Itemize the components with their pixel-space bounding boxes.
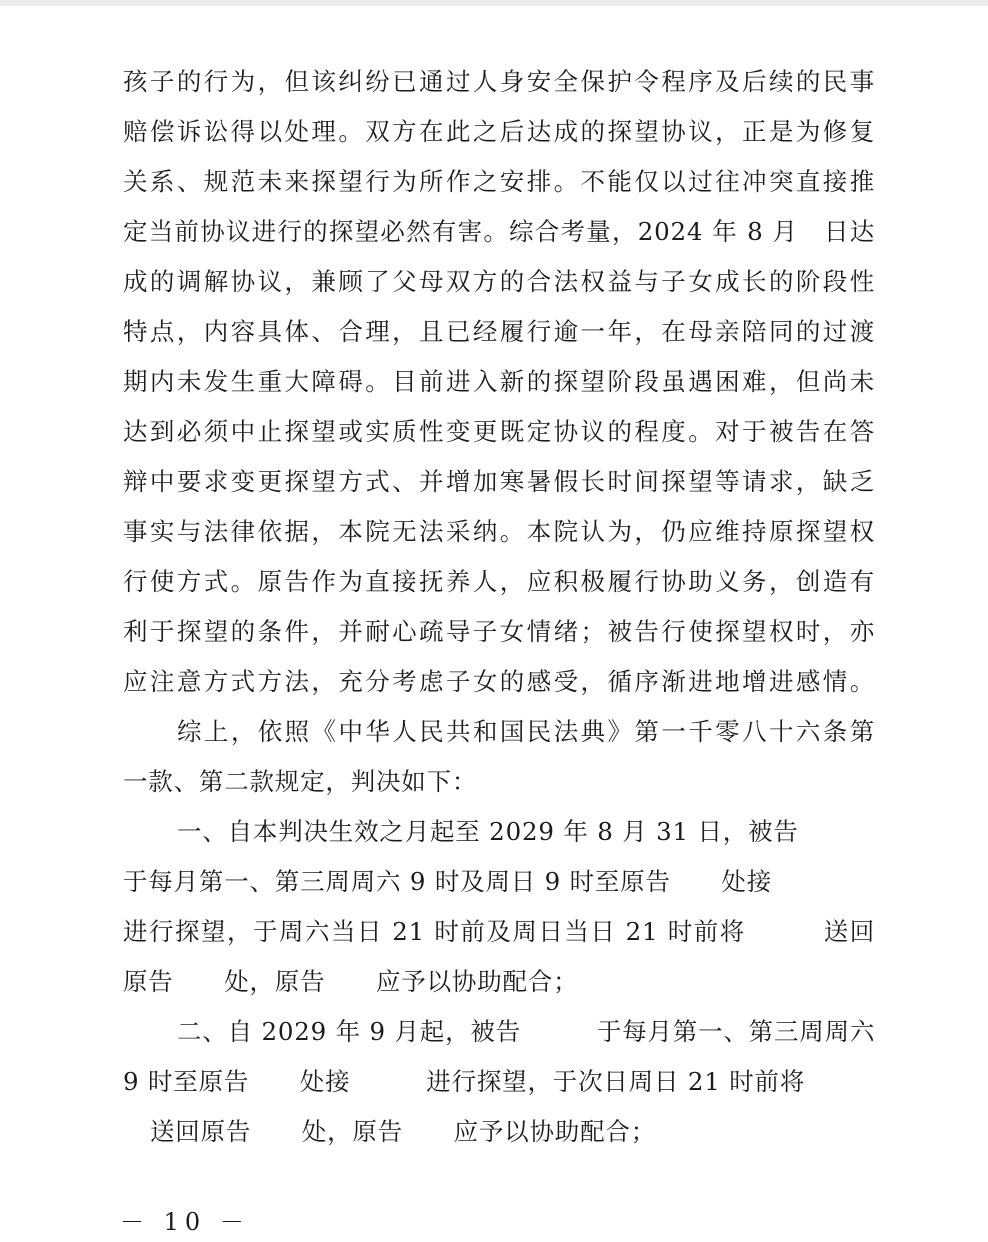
text-line: 成的调解协议，兼顾了父母双方的合法权益与子女成长的阶段性 (123, 267, 875, 296)
text-line: 辩中要求变更探望方式、并增加寒暑假长时间探望等请求，缺乏 (123, 467, 875, 496)
text-line: 达到必须中止探望或实质性变更既定协议的程度。对于被告在答 (123, 417, 875, 446)
text-line: 孩子的行为，但该纠纷已通过人身安全保护令程序及后续的民事 (123, 67, 875, 96)
text-line: 二、自 2029 年 9 月起，被告 于每月第一、第三周周六 (177, 1017, 875, 1046)
text-line: 综上，依照《中华人民共和国民法典》第一千零八十六条第 (177, 717, 875, 746)
text-line: 应注意方式方法，充分考虑子女的感受，循序渐进地增进感情。 (123, 667, 875, 696)
text-line: 关系、规范未来探望行为所作之安排。不能仅以过往冲突直接推 (123, 167, 875, 196)
text-line: 特点，内容具体、合理，且已经履行逾一年，在母亲陪同的过渡 (123, 317, 875, 346)
text-line: 进行探望，于周六当日 21 时前及周日当日 21 时前将 送回 (123, 917, 875, 946)
text-line: 送回原告 处，原告 应予以协助配合； (150, 1117, 656, 1146)
text-line: 利于探望的条件，并耐心疏导子女情绪；被告行使探望权时，亦 (123, 617, 875, 646)
text-line: 一、自本判决生效之月起至 2029 年 8 月 31 日，被告 (177, 817, 799, 846)
text-line: 期内未发生重大障碍。目前进入新的探望阶段虽遇困难，但尚未 (123, 367, 875, 396)
text-line: 9 时至原告 处接 进行探望，于次日周日 21 时前将 (123, 1067, 806, 1096)
text-line: 赔偿诉讼得以处理。双方在此之后达成的探望协议，正是为修复 (123, 117, 875, 146)
text-line: 一款、第二款规定，判决如下： (123, 767, 478, 796)
text-line: 原告 处，原告 应予以协助配合； (123, 967, 579, 996)
text-line: 事实与法律依据，本院无法采纳。本院认为，仍应维持原探望权 (123, 517, 875, 546)
text-line: 于每月第一、第三周周六 9 时及周日 9 时至原告 处接 (123, 867, 773, 896)
document-page (0, 6, 988, 1234)
text-line: 行使方式。原告作为直接抚养人，应积极履行协助义务，创造有 (123, 567, 875, 596)
page-number: － 10 － (120, 1208, 250, 1236)
text-line: 定当前协议进行的探望必然有害。综合考量，2024 年 8 月 日达 (123, 217, 875, 246)
